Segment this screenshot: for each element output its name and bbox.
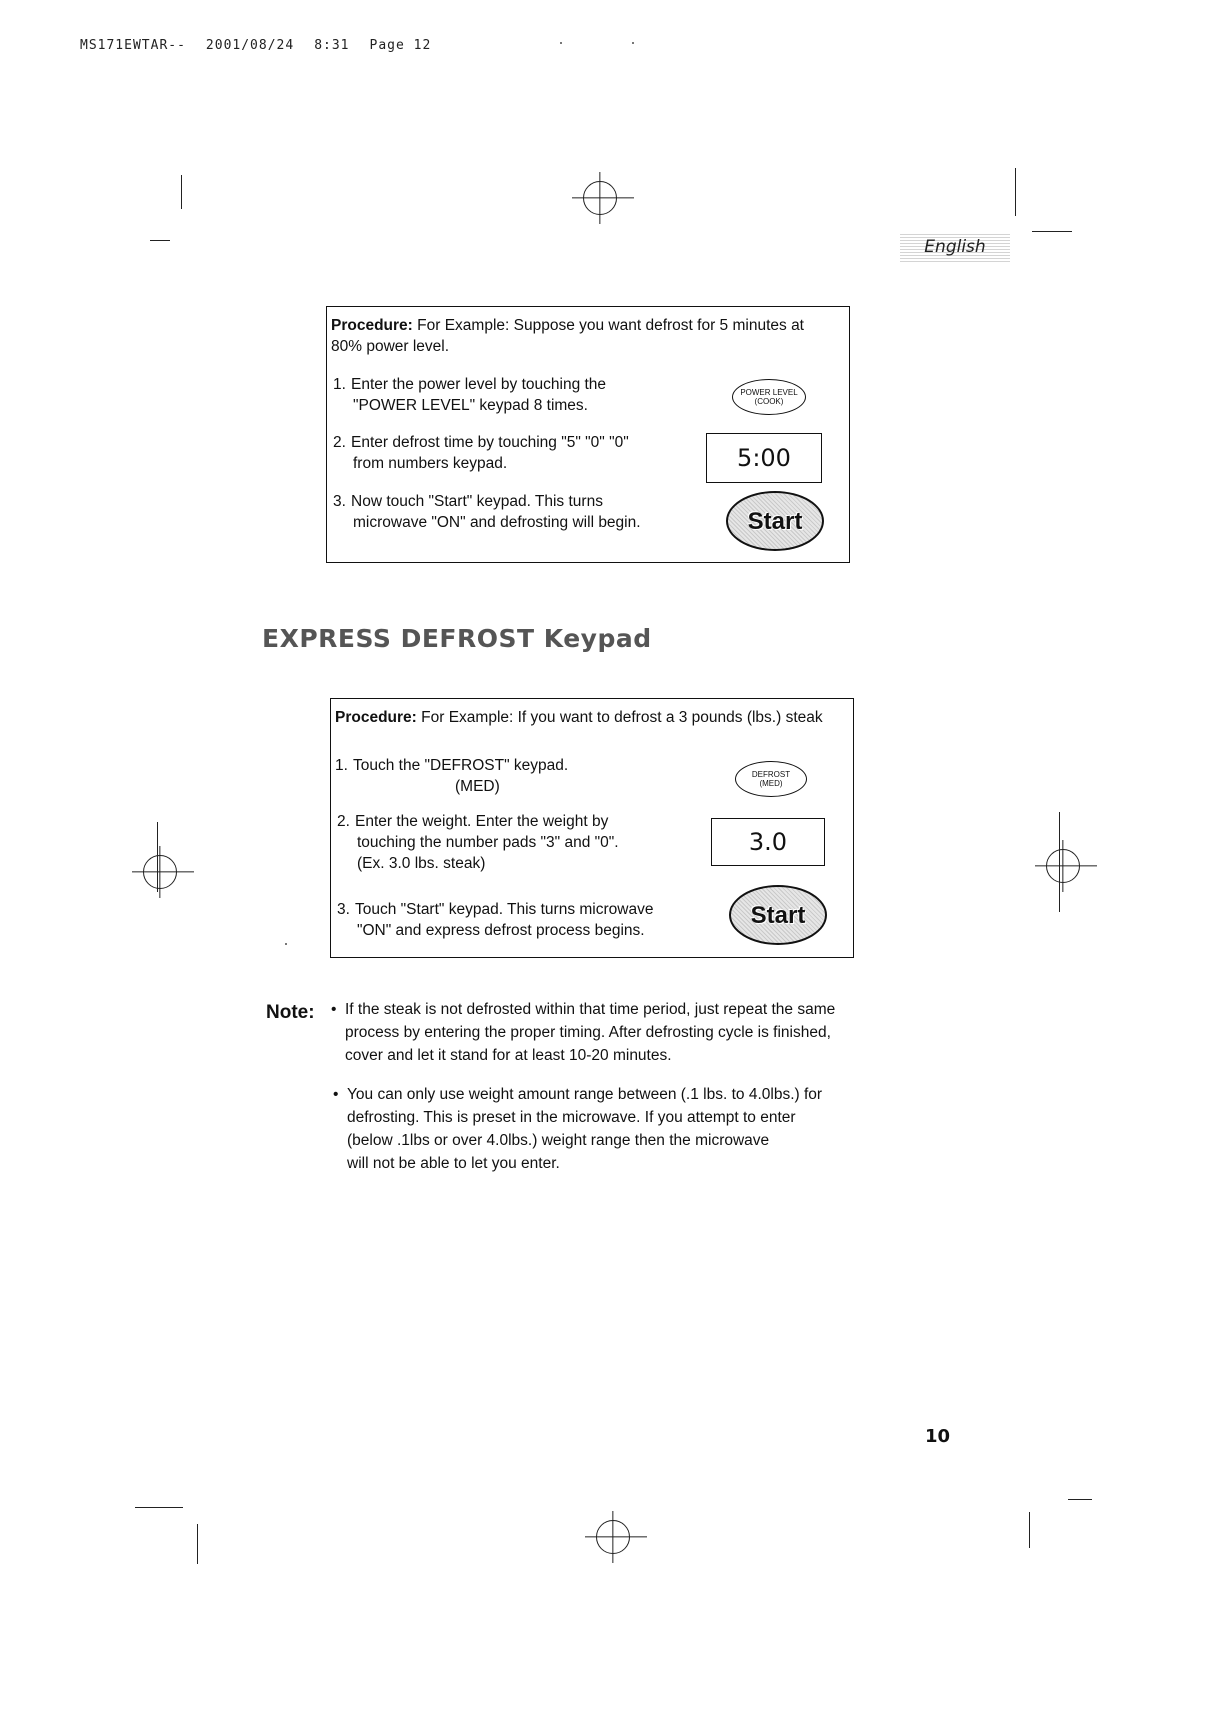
bullet-icon: • <box>333 1086 339 1103</box>
crop-mark <box>157 822 158 892</box>
weight-display: 3.0 <box>711 818 825 866</box>
registration-mark-icon <box>1046 849 1080 883</box>
registration-mark-icon <box>596 1520 630 1554</box>
procedure-intro-text: For Example: If you want to defrost a 3 pounds (lbs.) steak <box>421 709 823 726</box>
crop-mark <box>181 175 182 209</box>
fax-time: 8:31 <box>314 38 350 53</box>
page-number: 10 <box>925 1426 951 1447</box>
crop-mark <box>1029 1512 1030 1548</box>
fax-model: MS171EWTAR-- <box>80 38 186 53</box>
crop-mark <box>150 240 170 241</box>
fax-page: Page 12 <box>369 38 432 53</box>
step-3: 3. Touch "Start" keypad. This turns microwave "ON" and express defrost process begins. <box>337 901 654 939</box>
defrost-keypad-icon: DEFROST (MED) <box>735 761 807 797</box>
time-display: 5:00 <box>706 433 822 483</box>
procedure-intro <box>331 315 811 357</box>
step-2: 2. Enter defrost time by touching "5" "0" "0" from numbers keypad. <box>333 434 629 472</box>
bullet-icon: • <box>331 1001 337 1018</box>
step-2: 2. Enter the weight. Enter the weight by touching the number pads "3" and "0". (Ex. 3.0 lbs. steak) <box>337 813 619 872</box>
crop-mark <box>1059 812 1060 912</box>
fax-header <box>80 38 451 53</box>
start-keypad-icon: Start <box>726 491 824 551</box>
procedure-box-express-defrost <box>330 698 854 958</box>
procedure-label: Procedure: <box>335 709 417 726</box>
crop-mark <box>1068 1499 1092 1500</box>
note-bullet-1: • If the steak is not defrosted within that time period, just repeat the same process by entering the proper timing. After defrosting cycle is finished, cover and let it stand for at least 10-20 minutes. <box>345 998 945 1067</box>
procedure-intro <box>335 707 835 728</box>
fax-date: 2001/08/24 <box>205 38 295 53</box>
scan-speck <box>632 42 634 44</box>
scan-speck <box>560 42 562 44</box>
registration-mark-icon <box>143 855 177 889</box>
crop-mark <box>135 1507 183 1508</box>
power-level-keypad-icon: POWER LEVEL (COOK) <box>732 379 806 415</box>
crop-mark <box>1015 168 1016 216</box>
crop-mark <box>197 1524 198 1564</box>
note-label: Note: <box>266 1002 315 1023</box>
section-title: EXPRESS DEFROST Keypad <box>262 624 652 653</box>
procedure-intro-text: For Example: Suppose you want defrost for 5 minutes at 80% power level. <box>331 317 804 355</box>
step-3: 3. Now touch "Start" keypad. This turns microwave "ON" and defrosting will begin. <box>333 493 641 531</box>
registration-mark-icon <box>583 181 617 215</box>
step-1: 1. Touch the "DEFROST" keypad. (MED) <box>335 757 569 795</box>
step-1: 1. Enter the power level by touching the "POWER LEVEL" keypad 8 times. <box>333 376 607 414</box>
start-keypad-icon: Start <box>729 885 827 945</box>
scan-speck <box>285 943 287 945</box>
procedure-label: Procedure: <box>331 317 413 334</box>
note-bullet-2: • You can only use weight amount range between (.1 lbs. to 4.0lbs.) for defrosting. This is preset in the microwave. If you attempt to enter (below .1lbs or over 4.0lbs.) weight range then the microwave will not be able to let you enter. <box>347 1083 947 1175</box>
language-tag: English <box>900 232 1010 262</box>
procedure-box-power-level <box>326 306 850 563</box>
crop-mark <box>1032 231 1072 232</box>
